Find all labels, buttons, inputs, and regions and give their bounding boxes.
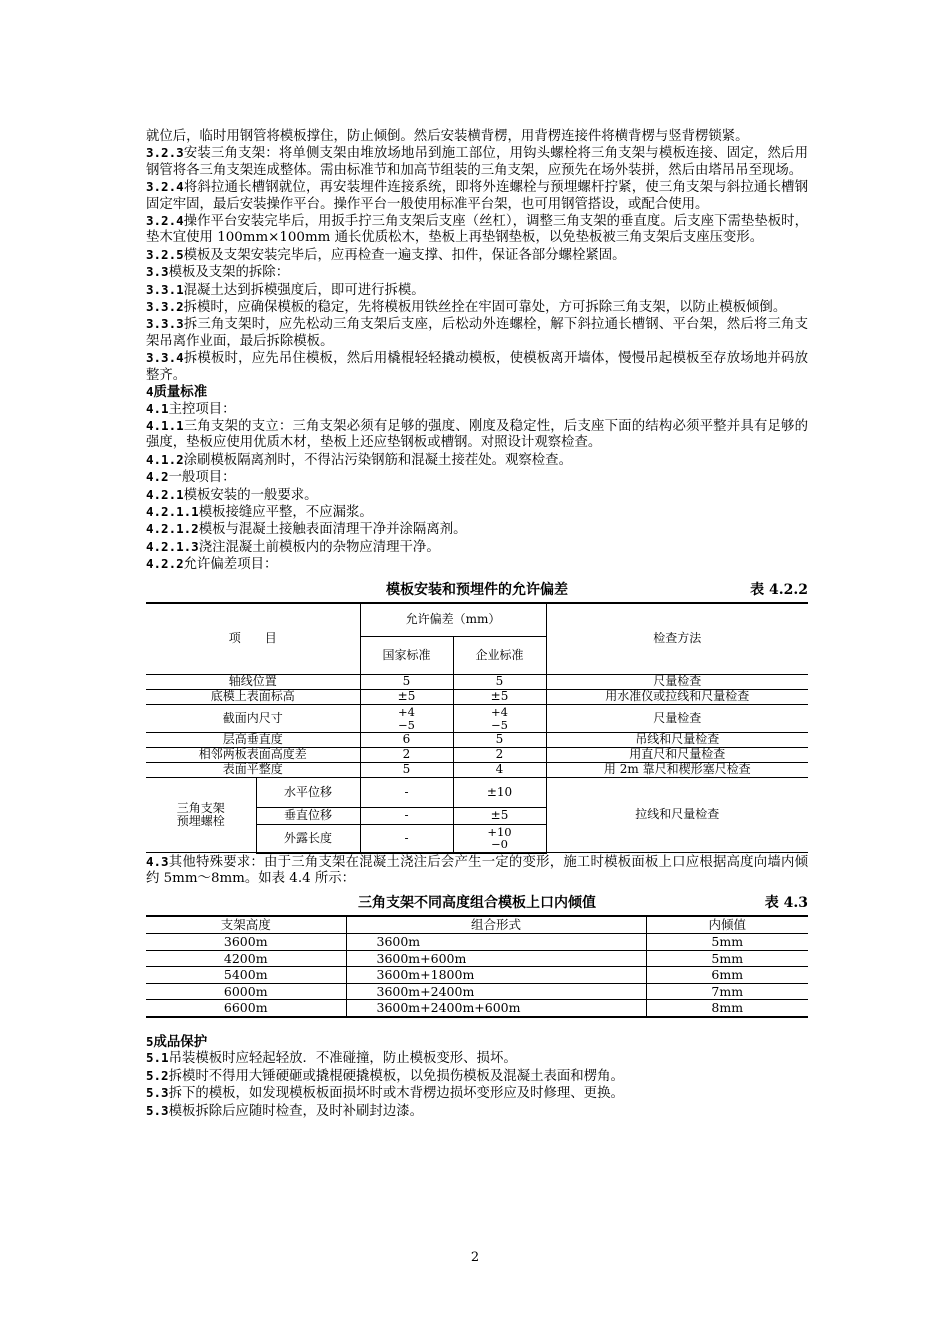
table-row: 外露长度 - +10 −0 [146,825,808,853]
paragraph: 3.3.3拆三角支架时，应先松动三角支架后支座，后松动外连螺栓，解下斜拉通长槽钢、平台架，然后将三角支架吊离作业面，最后拆除模板。 [146,316,808,349]
table-row: 层高垂直度 6 5 吊线和尺量检查 [146,733,808,748]
paragraph: 4.1.2涂刷模板隔离剂时，不得沾污染钢筋和混凝土接茬处。观察检查。 [146,451,572,468]
paragraph: 4.2.1.1模板接缝应平整，不应漏浆。 [146,503,373,520]
paragraph: 3.2.3安装三角支架：将单侧支架由堆放场地吊到施工部位，用钩头螺栓将三角支架与模板连接、固定，然后用钢管将各三角支架连成整体。需由标准节和加高节组装的三角支架，应预先在场外装拼，然后由塔吊吊至现场。 [146,145,808,178]
table-title-tolerance [146,582,808,600]
paragraph: 3.3.1混凝土达到拆模强度后，即可进行拆模。 [146,281,425,298]
section-4-paragraphs [146,401,808,574]
paragraph: 5.2拆模时不得用大锤硬砸或撬棍硬撬模板，以免损伤模板及混凝土表面和楞角。 [146,1067,624,1084]
paragraph: 3.2.4将斜拉通长槽钢就位，再安装埋件连接系统，即将外连螺栓与预埋螺杆拧紧，使三角支架与斜拉通长槽钢固定牢固，最后安装操作平台。操作平台一般使用标准平台架，也可用钢管搭设，或配合使用。 [146,179,808,212]
table-row: 3600m 3600m 5mm [146,933,808,950]
tilt-table [146,915,808,1018]
paragraph: 4.1主控项目： [146,400,236,417]
table-title: 模板安装和预埋件的允许偏差 [386,581,568,598]
paragraph: 5.3模板拆除后应随时检查，及时补刷封边漆。 [146,1102,423,1119]
table-row: 三角支架 预埋螺栓 水平位移 - ±10 拉线和尺量检查 [146,778,808,808]
paragraph: 4.2.1模板安装的一般要求。 [146,486,318,503]
table-row: 截面内尺寸 +4 −5 +4 −5 尺量检查 [146,705,808,733]
table-row: 5400m 3600m+1800m 6mm [146,967,808,984]
document-page [146,128,808,1120]
table-row: 垂直位移 - ±5 [146,808,808,825]
paragraph: 5.1吊装模板时应轻起轻放．不准碰撞，防止模板变形、损坏。 [146,1050,517,1067]
paragraph: 4.3其他特殊要求：由于三角支架在混凝土浇注后会产生一定的变形，施工时模板面板上口应根据高度向墙内倾约 5mm～8mm。如表 4.4 所示： [146,853,808,886]
table-row: 6000m 3600m+2400m 7mm [146,983,808,1000]
table-number: 表 4.2.2 [750,581,808,598]
table-number: 表 4.3 [764,895,808,912]
paragraph: 就位后，临时用钢管将模板撑住，防止倾倒。然后安装横背楞，用背楞连接件将横背楞与竖背楞锁紧。 [146,129,749,144]
paragraph: 3.3.4拆模板时，应先吊住模板，然后用橇棍轻轻撬动模板，使模板离开墙体，慢慢吊起模板至存放场地并码放整齐。 [146,350,808,383]
table-row: 6600m 3600m+2400m+600m 8mm [146,1000,808,1017]
paragraph: 4.2.1.2模板与混凝土接触表面清理干净并涂隔离剂。 [146,521,467,538]
table-row: 底模上表面标高 ±5 ±5 用水准仪或拉线和尺量检查 [146,690,808,705]
paragraph: 4.2一般项目： [146,469,236,486]
table-row: 相邻两板表面高度差 2 2 用直尺和尺量检查 [146,748,808,763]
table-row: 4200m 3600m+600m 5mm [146,950,808,967]
paragraph: 4.2.2允许偏差项目： [146,556,278,573]
tolerance-table [146,602,808,854]
page-number: 2 [470,1250,480,1265]
paragraph: 4.2.1.3浇注混凝土前模板内的杂物应清理干净。 [146,538,440,555]
header-method: 检查方法 [546,603,808,675]
table-title: 三角支架不同高度组合模板上口内倾值 [358,895,596,912]
header-national: 国家标准 [360,637,453,675]
paragraph: 3.2.4操作平台安装完毕后，用扳手拧三角支架后支座（丝杠），调整三角支架的垂直度。后支座下需垫垫板时，垫木宜使用 100mm×100mm 通长优质松木，垫板上再垫钢垫板，以免垫板被三角支架后支座压变形。 [146,213,808,246]
section-5-paragraphs [146,1050,808,1120]
table-header-row: 支架高度 组合形式 内倾值 [146,916,808,933]
header-item: 项 目 [146,603,360,675]
table-row: 轴线位置 5 5 尺量检查 [146,675,808,690]
section-heading-protection: 5成品保护 [146,1033,208,1050]
header-tolerance: 允许偏差（mm） [360,603,546,637]
paragraph: 3.3.2拆模时，应确保模板的稳定，先将模板用铁丝拴在牢固可靠处，方可拆除三角支架，以防止模板倾倒。 [146,299,787,316]
group-label: 三角支架 预埋螺栓 [146,778,256,853]
group-method: 拉线和尺量检查 [546,778,808,853]
paragraph: 3.2.5模板及支架安装完毕后，应再检查一遍支撑、扣件，保证各部分螺栓紧固。 [146,246,626,263]
section-heading-quality: 4质量标准 [146,384,208,401]
paragraph: 5.3拆下的模板，如发现模板板面损坏时或木背楞边损坏变形应及时修理、更换。 [146,1085,624,1102]
section-3-paragraphs [146,128,808,384]
table-title-tilt [146,895,808,913]
table-row: 表面平整度 5 4 用 2m 靠尺和楔形塞尺检查 [146,763,808,778]
paragraph: 4.1.1三角支架的支立：三角支架必须有足够的强度、刚度及稳定性，后支座下面的结构必须平整并具有足够的强度，垫板应使用优质木材，垫板上还应垫钢板或槽钢。对照设计观察检查。 [146,417,808,451]
paragraph: 3.3模板及支架的拆除： [146,264,290,281]
header-enterprise: 企业标准 [453,637,546,675]
